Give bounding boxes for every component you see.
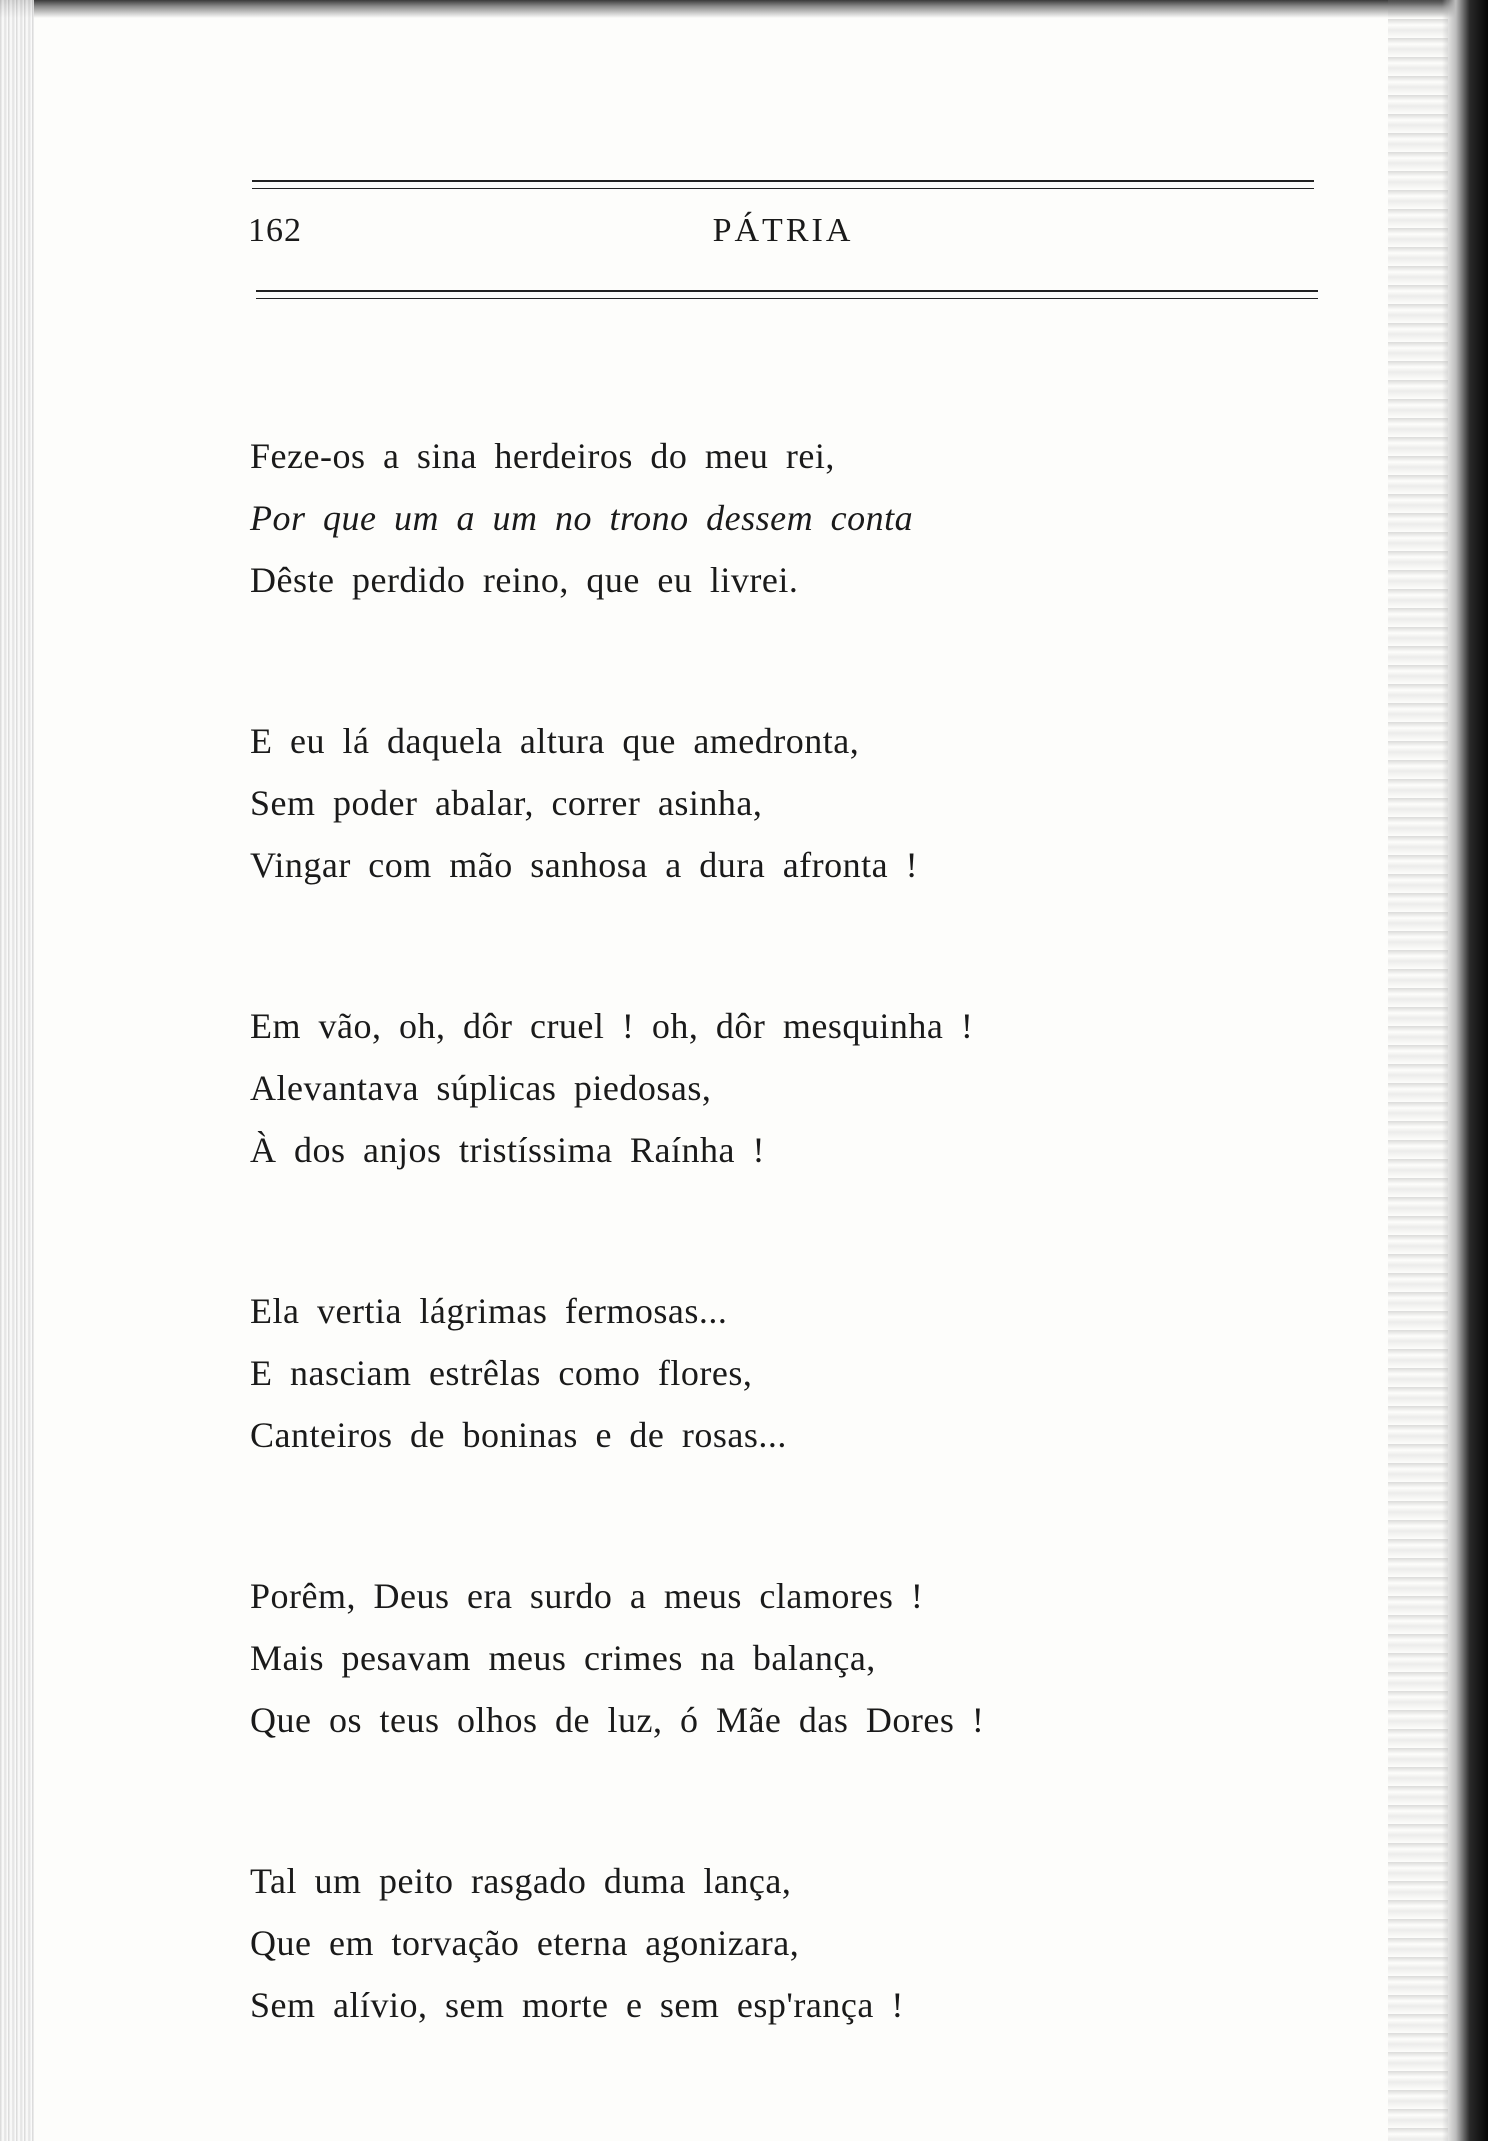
verse-line: Porêm, Deus era surdo a meus clamores !: [250, 1576, 924, 1616]
scan-edge-right-shadow: [1388, 0, 1448, 2141]
header-rule-top-thin: [252, 188, 1314, 189]
verse-line: E nasciam estrêlas como flores,: [250, 1353, 753, 1393]
verse-line: Vingar com mão sanhosa a dura afronta !: [250, 845, 919, 885]
verse-line: Mais pesavam meus crimes na balança,: [250, 1638, 876, 1678]
header-rule-bottom: [256, 290, 1318, 292]
poem: [250, 425, 1270, 2135]
verse-line: Por que um a um no trono dessem conta: [250, 498, 914, 538]
verse-line: Que em torvação eterna agonizara,: [250, 1923, 800, 1963]
scan-edge-right: [1442, 0, 1488, 2141]
header-rule-top: [252, 180, 1314, 182]
stanza-3: [250, 995, 1270, 1280]
stanza-1: [250, 425, 1270, 710]
stanza-4: [250, 1280, 1270, 1565]
stanza-2: [250, 710, 1270, 995]
verse-line: Alevantava súplicas piedosas,: [250, 1068, 712, 1108]
page-number: 162: [248, 212, 302, 249]
header-rule-bottom-thin: [256, 298, 1318, 299]
scan-edge-left: [0, 0, 34, 2141]
verse-line: Dêste perdido reino, que eu livrei.: [250, 560, 799, 600]
running-title: PÁTRIA: [712, 212, 854, 249]
verse-line: Tal um peito rasgado duma lança,: [250, 1861, 792, 1901]
verse-line: Sem alívio, sem morte e sem esp'rança !: [250, 1985, 904, 2025]
verse-line: Em vão, oh, dôr cruel ! oh, dôr mesquinha !: [250, 1006, 974, 1046]
verse-line: E eu lá daquela altura que amedronta,: [250, 721, 860, 761]
verse-line: Feze-os a sina herdeiros do meu rei,: [250, 436, 835, 476]
stanza-5: [250, 1565, 1270, 1850]
verse-line: Que os teus olhos de luz, ó Mãe das Dores !: [250, 1700, 985, 1740]
stanza-6: [250, 1850, 1270, 2135]
verse-line: À dos anjos tristíssima Raínha !: [250, 1130, 765, 1170]
verse-line: Sem poder abalar, correr asinha,: [250, 783, 763, 823]
verse-line: Ela vertia lágrimas fermosas...: [250, 1291, 728, 1331]
verse-line: Canteiros de boninas e de rosas...: [250, 1415, 787, 1455]
scan-edge-top: [0, 0, 1488, 18]
